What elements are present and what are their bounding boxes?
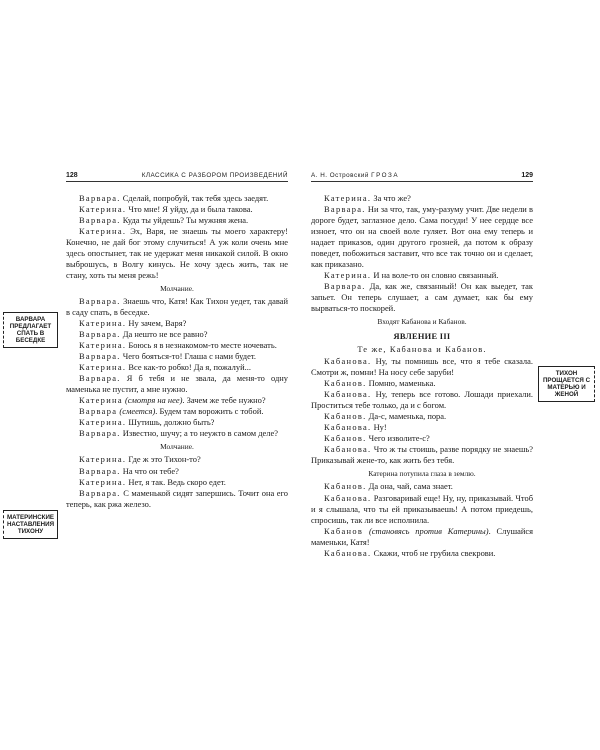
dialogue-line [66, 488, 288, 510]
speech-text: Эх, Варя, не знаешь ты моего характеру! Конечно, не дай бог этому случиться! А уж коли очень мне здесь опостынет, так не удержат меня никакой силой. В окно выброшусь, в Волгу кинусь. Не хочу здесь жить, так не стану, хоть ты меня режь! [66, 225, 288, 280]
stage-direction: Входят Кабанова и Кабанов. [377, 317, 467, 327]
speaker-name: Варвара. [79, 295, 121, 306]
speaker-name: Варвара. [79, 487, 121, 498]
speech-text: Куда ты уйдешь? Ты мужняя жена. [120, 214, 249, 225]
dialogue-line [66, 193, 288, 204]
dialogue-line [66, 204, 288, 215]
left-page-text [66, 193, 288, 510]
dialogue-line [311, 281, 533, 314]
dialogue-block [66, 296, 288, 440]
dialogue-line [311, 433, 533, 444]
scene-title: ЯВЛЕНИЕ III [393, 332, 451, 342]
dialogue-line [311, 548, 533, 559]
speaker-name: Кабанов. [324, 433, 367, 444]
margin-note-tikhon-farewell [538, 366, 595, 402]
stage-direction: Молчание. [160, 442, 194, 452]
speech-text: С маменькой сидят запершись. Точит она его теперь, как ржа железо. [66, 487, 288, 509]
stage-remark: (смотря на нее) [124, 395, 183, 406]
speech-text: Да она, чай, сама знает. [366, 481, 453, 492]
speech-text: Знаешь что, Катя! Как Тихон уедет, так давай в саду спать, в беседке. [66, 295, 288, 317]
dialogue-line [66, 428, 288, 439]
dialogue-line [66, 296, 288, 318]
speech-text: Да-с, маменька, пора. [366, 411, 447, 422]
speech-text: Ну, теперь все готово. Лошади приехали. Проститься тебе только, да и с богом. [311, 389, 533, 411]
speech-text: За что же? [371, 192, 411, 203]
dialogue-block [311, 481, 533, 558]
dialogue-line [311, 193, 533, 204]
margin-note-maternal-instructions [3, 510, 58, 539]
margin-note-varvara-gazebo [3, 312, 58, 348]
speech-text: Нет, я так. Ведь скоро едет. [126, 476, 226, 487]
dialogue-line [66, 329, 288, 340]
speaker-name: Варвара. [79, 329, 121, 340]
dialogue-line [66, 362, 288, 373]
speech-text: Все как-то робко! Да я, пожалуй... [126, 362, 251, 373]
dialogue-line [66, 395, 288, 406]
speaker-name: Катерина. [79, 362, 127, 373]
dialogue-line [311, 444, 533, 466]
speaker-name: Кабанова. [324, 389, 372, 400]
dialogue-line [66, 215, 288, 226]
speech-text: Сделай, попробуй, так тебя здесь заедят. [120, 192, 269, 203]
speaker-name: Катерина. [79, 203, 127, 214]
speech-text: Скажи, чтоб не грубила свекрови. [371, 547, 496, 558]
speech-text: . Слушайся маменьки, Катя! [311, 525, 533, 547]
speaker-name: Варвара. [79, 351, 121, 362]
dialogue-line [66, 318, 288, 329]
speaker-name: Кабанова. [324, 492, 372, 503]
running-head-left [66, 172, 288, 182]
speaker-name: Варвара. [79, 465, 121, 476]
speech-text: . Будем там ворожить с тобой. [155, 406, 264, 417]
speaker-name: Кабанова. [324, 422, 372, 433]
speech-text: Где ж это Тихон-то? [126, 454, 201, 465]
speaker-name: Катерина. [79, 454, 127, 465]
margin-note-text: ТИХОН ПРОЩАЕТСЯ С МАТЕРЬЮ И ЖЕНОЙ [542, 370, 591, 399]
speech-text: Ни за что, так, уму-разуму учит. Две недели в дороге будет, заглазное дело. Сама посуди! У нее сердце все изноет, что он на своей воле гуляет. Вот она ему теперь и надает приказов, один другого грозней, да потом к образу поведет, побожиться заставит, что все так точно он и сделает, как приказано. [311, 203, 533, 269]
speech-text: Да нешто не все равно? [120, 329, 208, 340]
running-author: А. Н. Островский [311, 172, 369, 179]
speech-text: И на воле-то он словно связанный. [371, 269, 499, 280]
speaker-name: Катерина [79, 395, 123, 406]
right-page [311, 172, 533, 559]
speaker-name: Кабанова. [324, 547, 372, 558]
speaker-name: Кабанов [324, 525, 364, 536]
speech-text: Я б тебя и не звала, да меня-то одну маменька не пустит, а мне нужно. [66, 373, 288, 395]
speaker-name: Кабанов. [324, 411, 367, 422]
stage-remark: (становясь против Катерины) [368, 525, 489, 536]
page-number-left: 128 [66, 172, 78, 179]
running-title-right [311, 172, 399, 179]
speaker-name: Варвара. [79, 373, 121, 384]
dialogue-block [311, 356, 533, 466]
speech-text: Чего бояться-то! Глаша с нами будет. [120, 351, 257, 362]
speaker-name: Катерина. [79, 417, 127, 428]
speech-text: На что он тебе? [120, 465, 179, 476]
dialogue-line [311, 270, 533, 281]
dialogue-line [311, 526, 533, 548]
dialogue-line [311, 378, 533, 389]
dialogue-line [66, 466, 288, 477]
margin-note-text: МАТЕРИНСКИЕ НАСТАВЛЕНИЯ ТИХОНУ [6, 514, 55, 536]
dialogue-line [311, 356, 533, 378]
dialogue-line [66, 417, 288, 428]
speaker-name: Катерина. [79, 225, 127, 236]
running-title-left: КЛАССИКА С РАЗБОРОМ ПРОИЗВЕДЕНИЙ [141, 172, 288, 179]
margin-note-text: ВАРВАРА ПРЕДЛАГАЕТ СПАТЬ В БЕСЕДКЕ [9, 316, 52, 345]
dialogue-line [311, 493, 533, 526]
speech-text: Да, как же, связанный! Он как выедет, так запьет. Он теперь слушает, а сам думает, как бы ему вырваться-то поскорей. [311, 280, 533, 313]
speaker-name: Катерина. [79, 317, 127, 328]
speech-text: Что мне! Я уйду, да и была такова. [126, 203, 253, 214]
speaker-name: Варвара. [324, 203, 366, 214]
speaker-name: Катерина. [324, 192, 372, 203]
speaker-name: Катерина. [324, 269, 372, 280]
dialogue-line [311, 389, 533, 411]
speech-text: Ну! [371, 422, 387, 433]
speaker-name: Варвара [79, 406, 118, 417]
speech-text: Известно, шучу; а то неужто в самом деле? [120, 428, 278, 439]
stage-direction: Молчание. [160, 283, 194, 293]
left-page [66, 172, 288, 510]
page-number-right: 129 [521, 172, 533, 179]
dialogue-block [66, 454, 288, 509]
dialogue-line [66, 373, 288, 395]
dialogue-line [66, 226, 288, 281]
speech-text: Ну зачем, Варя? [126, 317, 187, 328]
speaker-name: Кабанова. [324, 444, 372, 455]
stage-direction: Катерина потупила глаза в землю. [368, 469, 476, 479]
dialogue-block [311, 193, 533, 315]
dialogue-line [311, 422, 533, 433]
speaker-name: Варвара. [79, 192, 121, 203]
speaker-name: Варвара. [79, 428, 121, 439]
speech-text: Шутишь, должно быть? [126, 417, 215, 428]
speech-text: Боюсь я в незнакомом-то месте ночевать. [126, 340, 277, 351]
speaker-name: Кабанова. [324, 356, 372, 367]
speech-text: Ну, ты помнишь все, что я тебе сказала. Смотри ж, помни! На носу себе заруби! [311, 356, 533, 378]
scene-cast: Те же, Кабанова и Кабанов. [357, 345, 487, 355]
speech-text: Помню, маменька. [366, 378, 436, 389]
dialogue-block [66, 193, 288, 281]
speaker-name: Варвара. [79, 214, 121, 225]
dialogue-line [311, 481, 533, 492]
dialogue-line [311, 204, 533, 270]
dialogue-line [66, 477, 288, 488]
dialogue-line [66, 454, 288, 465]
dialogue-line [66, 340, 288, 351]
speaker-name: Катерина. [79, 340, 127, 351]
running-work-title: ГРОЗА [371, 172, 400, 179]
dialogue-line [311, 411, 533, 422]
speech-text: Что ж ты стоишь, разве порядку не знаешь? Приказывай жене-то, как жить без тебя. [311, 444, 533, 466]
speaker-name: Кабанов. [324, 378, 367, 389]
speaker-name: Кабанов. [324, 481, 367, 492]
stage-remark: (смеется) [119, 406, 156, 417]
speech-text: Разговаривай еще! Ну, ну, приказывай. Чтоб и я слышала, что ты ей приказываешь! А потом приедешь, спросишь, так ли все исполнила. [311, 492, 533, 525]
right-page-text [311, 193, 533, 559]
speaker-name: Катерина. [79, 476, 127, 487]
dialogue-line [66, 351, 288, 362]
speech-text: . Зачем же тебе нужно? [182, 395, 266, 406]
speaker-name: Варвара. [324, 280, 366, 291]
dialogue-line [66, 406, 288, 417]
speech-text: Чего изволите-с? [366, 433, 430, 444]
running-head-right [311, 172, 533, 182]
